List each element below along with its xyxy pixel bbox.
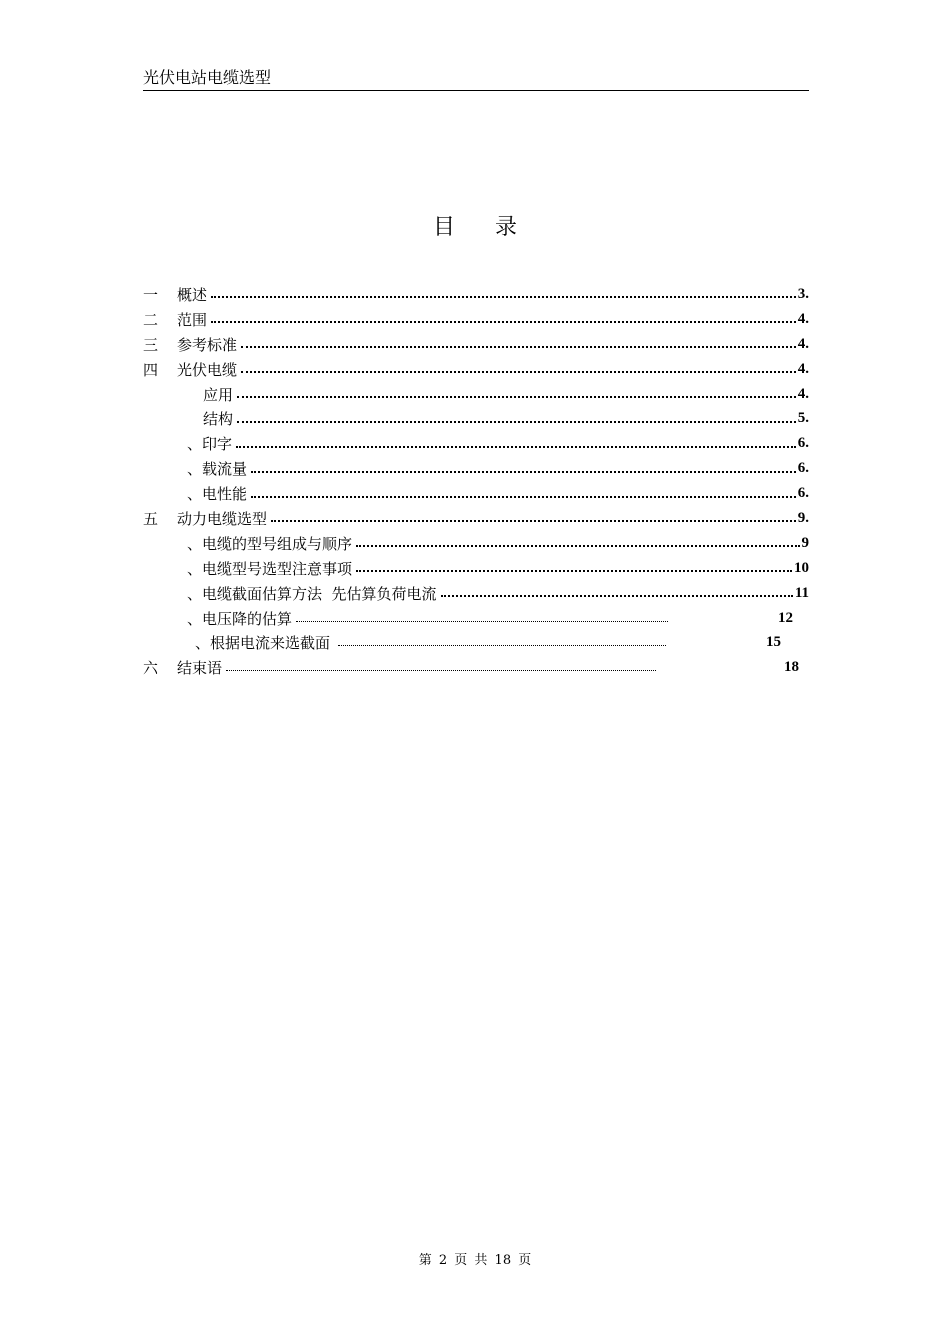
toc-entry[interactable]: [143, 282, 809, 307]
toc-entry[interactable]: [143, 531, 809, 556]
toc-dot-leader: [271, 520, 796, 522]
toc-dot-leader: [236, 446, 796, 448]
toc-entry-page: 4.: [797, 335, 809, 352]
toc-entry-number: 六: [143, 659, 159, 678]
toc-entry-number: 二: [143, 310, 159, 329]
toc-entry-page: 6.: [797, 485, 809, 502]
toc-entry-label: 光伏电缆: [177, 360, 238, 379]
toc-entry-page: 4.: [797, 310, 809, 327]
toc-entry[interactable]: [143, 655, 809, 680]
toc-entry-label: 、电性能: [187, 485, 248, 504]
toc-entry-label: 、电压降的估算: [187, 609, 293, 628]
toc-dot-leader: [356, 545, 799, 547]
toc-dot-leader: [237, 396, 796, 398]
toc-entry[interactable]: [143, 506, 809, 531]
toc-entry-label: 概述: [177, 285, 208, 304]
toc-entry[interactable]: [143, 406, 809, 431]
toc-entry-page: 9: [801, 534, 809, 551]
toc-dot-leader: [338, 645, 666, 646]
toc-entry-label: 参考标准: [177, 335, 238, 354]
toc-title: 目录: [432, 215, 557, 240]
toc-dot-leader: [241, 346, 796, 348]
toc-dot-leader: [251, 496, 796, 498]
toc-entry-page: 9.: [797, 509, 809, 526]
toc-entry-page: 6.: [797, 460, 809, 477]
toc-dot-leader: [237, 421, 796, 423]
toc-entry-label: 结束语: [177, 659, 223, 678]
toc-entry-label: 范围: [177, 310, 208, 329]
toc-entry[interactable]: [143, 481, 809, 506]
toc-entry-page: 4.: [797, 360, 809, 377]
toc-entry[interactable]: [143, 456, 809, 481]
toc-dot-leader: [296, 621, 668, 622]
toc-entry-page: 15: [766, 634, 782, 651]
toc-entry[interactable]: [143, 581, 809, 606]
toc-entry-number: 三: [143, 335, 159, 354]
toc-entry[interactable]: [143, 382, 809, 407]
toc-entry-page: 10: [794, 559, 809, 576]
toc-entry-page: 3.: [797, 285, 809, 302]
toc-dot-leader: [226, 670, 656, 671]
toc-entry[interactable]: [143, 556, 809, 581]
toc-dot-leader: [441, 595, 793, 597]
toc-entry-label: 、载流量: [187, 460, 248, 479]
toc-entry-page: 11: [794, 584, 809, 601]
toc-entry-label: 、电缆截面估算方法 先估算负荷电流: [187, 584, 437, 603]
toc-entry-label: 、电缆型号选型注意事项: [187, 559, 353, 578]
toc-entry-label: 、电缆的型号组成与顺序: [187, 534, 353, 553]
toc-dot-leader: [211, 296, 796, 298]
toc-entry-number: 四: [143, 360, 159, 379]
toc-entry[interactable]: [143, 332, 809, 357]
toc-dot-leader: [241, 371, 796, 373]
toc-entry[interactable]: [143, 606, 809, 631]
toc-entry[interactable]: [143, 431, 809, 456]
running-header: 光伏电站电缆选型: [143, 68, 809, 91]
toc-entry-page: 4.: [797, 385, 809, 402]
toc-entry-label: 、根据电流来选截面: [195, 634, 331, 653]
toc-entry[interactable]: [143, 357, 809, 382]
toc-dot-leader: [251, 471, 796, 473]
toc-entry-page: 18: [784, 659, 800, 676]
toc-entry[interactable]: [143, 630, 809, 655]
page-footer: 第 2 页 共 18 页: [418, 1253, 532, 1268]
toc-entry-page: 12: [778, 609, 794, 626]
toc-entry-label: 结构: [203, 410, 234, 429]
toc-dot-leader: [211, 321, 796, 323]
toc-entry-label: 动力电缆选型: [177, 509, 268, 528]
toc-dot-leader: [356, 570, 792, 572]
toc-entry[interactable]: [143, 307, 809, 332]
toc-entry-label: 应用: [203, 385, 234, 404]
toc-entry-number: 一: [143, 285, 159, 304]
toc-entry-page: 6.: [797, 435, 809, 452]
toc-entry-page: 5.: [797, 410, 809, 427]
table-of-contents: [143, 282, 809, 680]
toc-entry-label: 、印字: [187, 435, 233, 454]
toc-entry-number: 五: [143, 509, 159, 528]
